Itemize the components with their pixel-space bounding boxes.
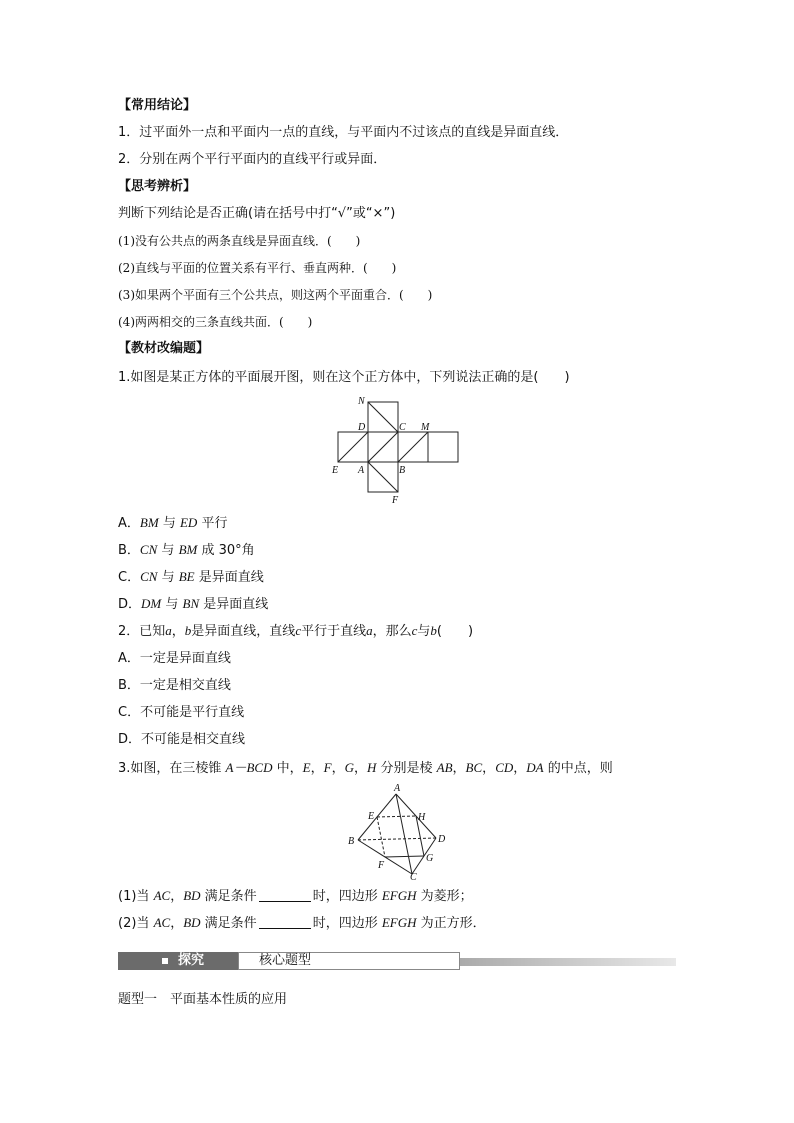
label-N: N (358, 396, 365, 407)
p2-option-d: D．不可能是相交直线 (118, 732, 246, 747)
banner-square-icon (162, 958, 168, 964)
p1-option-c: C．CN 与 BE 是异面直线 (118, 569, 264, 585)
problem-3-stem: 3.如图，在三棱锥 A－BCD 中，E，F，G，H 分别是棱 AB，BC，CD，DA 的中点，则 (118, 760, 613, 776)
segment-EH (377, 816, 416, 817)
banner-dark-block (118, 952, 238, 970)
net-square-4 (428, 432, 458, 462)
problem-3-sub2: (2)当 AC，BD 满足条件 时，四边形 EFGH 为正方形． (118, 915, 486, 931)
banner-left-label: 探究 (178, 953, 205, 968)
answer-blank-1[interactable] (259, 901, 311, 902)
banner-gradient-rule (460, 958, 676, 966)
p2-option-a: A．一定是异面直线 (118, 651, 231, 666)
banner-light-block (238, 952, 460, 970)
edge-BD-hidden (358, 838, 436, 840)
segment-FG (385, 856, 424, 857)
diagonal-BM (398, 432, 428, 462)
conclusion-1: 1．过平面外一点和平面内一点的直线，与平面内不过该点的直线是异面直线． (118, 125, 569, 140)
heading-common-conclusions: 【常用结论】 (118, 98, 197, 113)
label-G: G (426, 853, 434, 864)
heading-textbook: 【教材改编题】 (118, 341, 210, 356)
problem-3-sub1: (1)当 AC，BD 满足条件 时，四边形 EFGH 为菱形； (118, 888, 473, 904)
heading-thinking: 【思考辨析】 (118, 179, 197, 194)
p1-option-b: B．CN 与 BM 成 30°角 (118, 542, 255, 558)
p1-option-a: A．BM 与 ED 平行 (118, 515, 228, 531)
answer-blank-2[interactable] (259, 928, 311, 929)
label-D: D (358, 422, 366, 433)
thinking-q3: (3)如果两个平面有三个公共点，则这两个平面重合．( ) (118, 288, 433, 302)
diagonal-AF (368, 462, 398, 492)
label-A: A (394, 783, 401, 794)
diagonal-NC (368, 402, 398, 432)
p2-option-c: C．不可能是平行直线 (118, 705, 245, 720)
label-A: A (358, 465, 365, 476)
section-banner (118, 952, 676, 972)
label-F: F (378, 860, 385, 871)
label-E: E (368, 811, 375, 822)
banner-right-label: 核心题型 (259, 953, 312, 968)
problem-2-stem: 2．已知a，b是异面直线，直线c平行于直线a，那么c与b( ) (118, 623, 474, 639)
label-C: C (399, 422, 406, 433)
conclusion-2: 2．分别在两个平行平面内的直线平行或异面． (118, 152, 387, 167)
topic-title: 题型一 平面基本性质的应用 (118, 992, 288, 1007)
label-B: B (348, 836, 355, 847)
label-H: H (418, 812, 426, 823)
label-D: D (438, 834, 446, 845)
p1-option-d: D．DM 与 BN 是异面直线 (118, 596, 269, 612)
problem-1-stem: 1.如图是某正方体的平面展开图，则在这个正方体中，下列说法正确的是( ) (118, 370, 570, 385)
diagonal-AC (368, 432, 398, 462)
label-B: B (399, 465, 406, 476)
label-M: M (421, 422, 430, 433)
thinking-q4: (4)两两相交的三条直线共面．( ) (118, 315, 313, 329)
label-F: F (392, 495, 399, 506)
edge-AC (396, 794, 412, 874)
label-E: E (332, 465, 339, 476)
thinking-q2: (2)直线与平面的位置关系有平行、垂直两种．( ) (118, 261, 397, 275)
tetrahedron-figure (340, 780, 450, 880)
thinking-q1: (1)没有公共点的两条直线是异面直线．( ) (118, 234, 361, 248)
label-C: C (410, 872, 417, 880)
p2-option-b: B．一定是相交直线 (118, 678, 231, 693)
segment-EF (377, 817, 385, 857)
cube-net-figure (328, 392, 468, 508)
thinking-intro: 判断下列结论是否正确(请在括号中打“√”或“×”) (118, 206, 396, 221)
diagonal-ED (338, 432, 368, 462)
